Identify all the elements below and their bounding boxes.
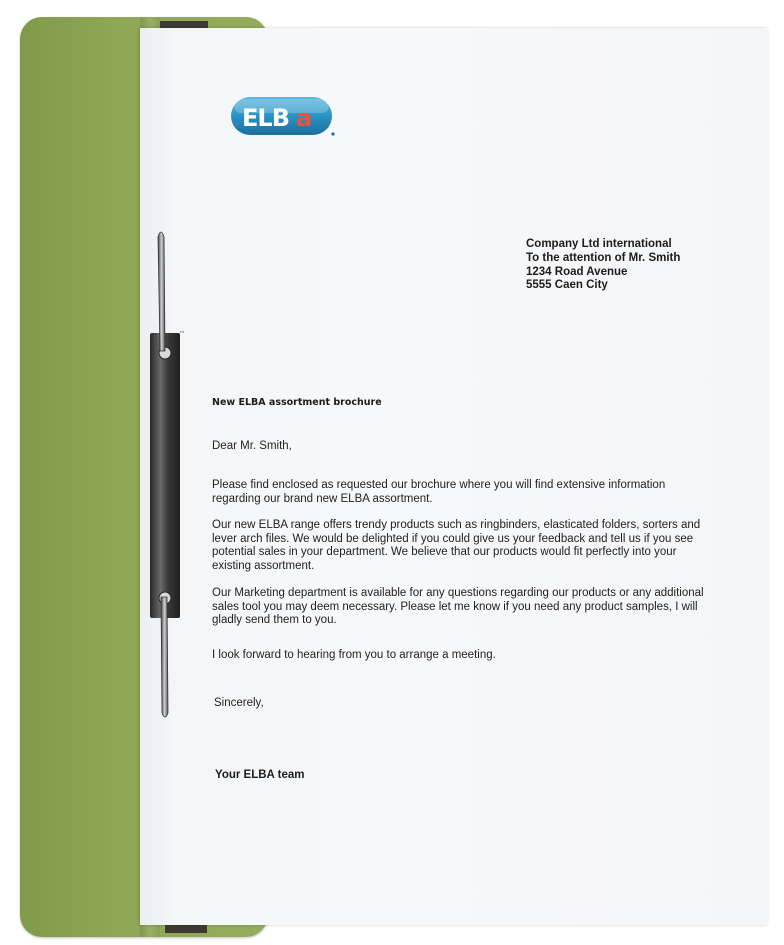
folder-bottom-strip bbox=[165, 925, 207, 933]
recipient-address bbox=[526, 238, 680, 293]
paragraph-line: I look forward to hearing from you to arrange a meeting. bbox=[212, 649, 496, 661]
paper-fastener bbox=[145, 225, 185, 725]
paragraph-line: potential sales in your department. We believe that our products would fit perfectly into your bbox=[212, 546, 677, 559]
address-line: To the attention of Mr. Smith bbox=[526, 251, 681, 264]
paragraph-line: gladly send them to you. bbox=[212, 614, 337, 627]
paragraph-line: existing assortment. bbox=[212, 559, 315, 572]
paragraph-line: Please find enclosed as requested our brochure where you will find extensive information bbox=[212, 479, 666, 491]
letter-paragraph bbox=[212, 587, 732, 628]
letter-closing: Sincerely, bbox=[214, 697, 264, 709]
letter-greeting: Dear Mr. Smith, bbox=[212, 440, 292, 452]
address-line: Company Ltd international bbox=[526, 238, 672, 250]
paragraph-line: Our Marketing department is available for any questions regarding our products or any additional bbox=[212, 587, 704, 599]
paragraph-line: regarding our brand new ELBA assortment. bbox=[212, 492, 433, 505]
letter-paragraph bbox=[212, 519, 732, 573]
address-line: 1234 Road Avenue bbox=[526, 265, 628, 278]
letter-paragraph bbox=[212, 479, 732, 506]
paragraph-line: lever arch files. We would be delighted if you could give us your feedback and tell us if you see bbox=[212, 532, 694, 545]
letter-paragraph bbox=[212, 649, 732, 663]
letter-subject: New ELBA assortment brochure bbox=[212, 397, 382, 408]
letter-paper bbox=[140, 28, 768, 925]
paragraph-line: Our new ELBA range offers trendy products such as ringbinders, elasticated folders, sorters and bbox=[212, 519, 701, 531]
svg-text:ELB: ELB bbox=[242, 104, 289, 132]
svg-text:a: a bbox=[296, 104, 313, 132]
elba-logo bbox=[230, 96, 336, 138]
paragraph-line: sales tool you may deem necessary. Please let me know if you need any product samples, I will bbox=[212, 600, 698, 613]
letter-signature: Your ELBA team bbox=[215, 769, 305, 781]
address-line: 5555 Caen City bbox=[526, 279, 608, 292]
